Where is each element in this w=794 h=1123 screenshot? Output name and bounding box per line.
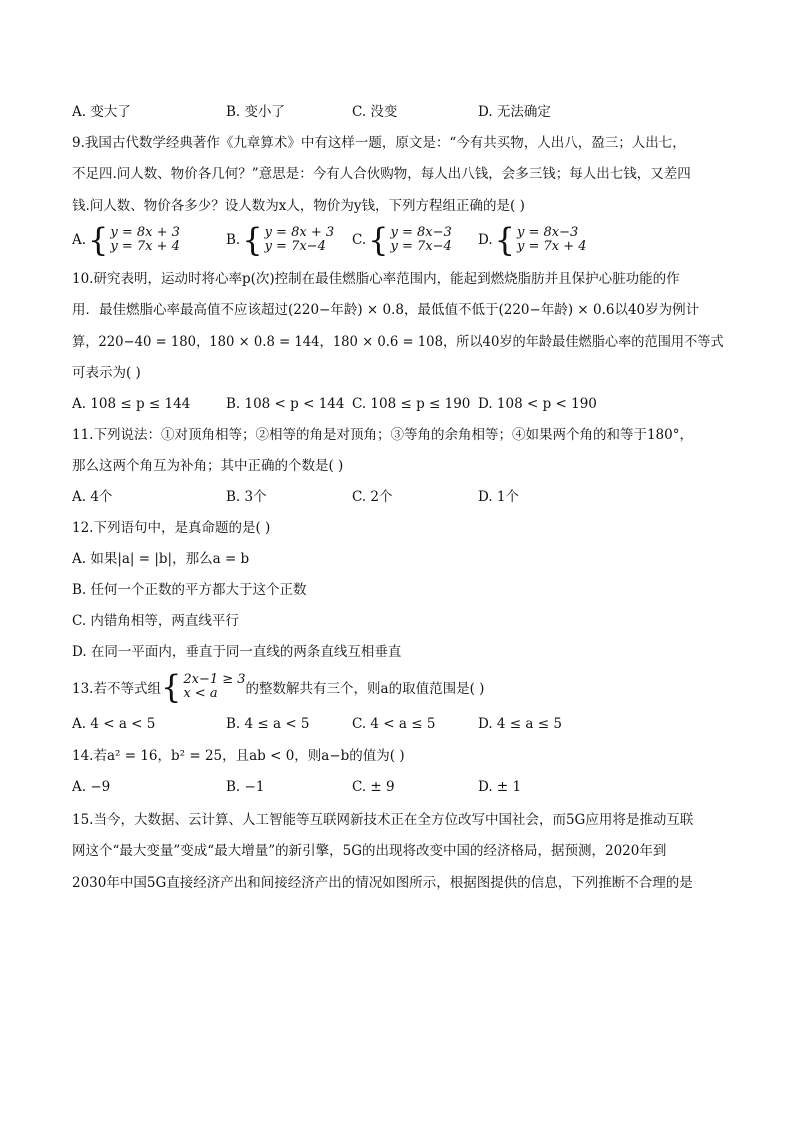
- q14-option-c: C. ± 9: [352, 779, 395, 795]
- q11-line-1: 11.下列说法：①对顶角相等；②相等的角是对顶角；③等角的余角相等；④如果两个角的和等于180°，: [72, 427, 693, 443]
- q8-option-b: B. 变小了: [226, 104, 286, 120]
- q9-option-d-label: D.: [478, 232, 493, 248]
- brace-icon: {: [88, 221, 109, 259]
- q9-option-a-eq2: y = 7x + 4: [110, 239, 180, 254]
- q9-option-c-eq2: y = 7x−4: [390, 239, 452, 254]
- q12-option-c: C. 内错角相等，两直线平行: [72, 613, 239, 629]
- q9-option-a: [72, 221, 180, 259]
- q9-line-1: 9.我国古代数学经典著作《九章算术》中有这样一题，原文是：“今有共买物，人出八，盈三；人出七，: [72, 135, 686, 151]
- q13-option-b: B. 4 ≤ a < 5: [226, 716, 310, 732]
- q11-option-c: C. 2个: [352, 489, 393, 505]
- q13-option-c: C. 4 < a ≤ 5: [352, 716, 436, 732]
- q14-stem: 14.若a² = 16，b² = 25，且ab < 0，则a−b的值为( ): [72, 748, 405, 764]
- q10-line-4: 可表示为( ): [72, 365, 141, 381]
- q8-option-a: A. 变大了: [72, 104, 131, 120]
- q9-option-c: [352, 221, 452, 259]
- q13-ineq-2: x < a: [183, 686, 218, 701]
- q12-stem: 12.下列语句中，是真命题的是( ): [72, 520, 271, 536]
- q13-ineq-1: 2x−1 ≥ 3: [183, 672, 246, 687]
- q13-lead: 13.若不等式组: [72, 681, 161, 697]
- q12-option-a: A. 如果|a| = |b|，那么a = b: [72, 551, 250, 567]
- q10-line-2: 用．最佳燃脂心率最高值不应该超过(220−年龄) × 0.8，最低值不低于(220−年龄) × 0.6以40岁为例计: [72, 302, 700, 318]
- q11-option-d: D. 1个: [478, 489, 520, 505]
- q9-option-c-label: C.: [352, 232, 367, 248]
- q10-option-b: B. 108 < p < 144: [226, 396, 345, 412]
- q14-option-b: B. −1: [226, 779, 265, 795]
- q15-line-3: 2030年中国5G直接经济产出和间接经济产出的情况如图所示，根据图提供的信息，下列推断不合理的是: [72, 875, 693, 891]
- q12-option-d: D. 在同一平面内，垂直于同一直线的两条直线互相垂直: [72, 644, 402, 660]
- brace-icon: {: [242, 221, 263, 259]
- q9-option-a-label: A.: [72, 232, 87, 248]
- q9-option-d: [478, 221, 587, 259]
- q13-tail: 的整数解共有三个，则a的取值范围是( ): [245, 681, 485, 697]
- q10-option-a: A. 108 ≤ p ≤ 144: [72, 396, 191, 412]
- q15-line-2: 网这个“最大变量”变成“最大增量”的新引擎，5G的出现将改变中国的经济格局，据预测，2020年到: [72, 843, 667, 859]
- q11-option-b: B. 3个: [226, 489, 267, 505]
- q9-line-3: 钱.问人数、物价各多少？设人数为x人，物价为y钱，下列方程组正确的是( ): [72, 198, 525, 214]
- q10-line-1: 10.研究表明，运动时将心率p(次)控制在最佳燃脂心率范围内，能起到燃烧脂肪并且保护心脏功能的作: [72, 271, 680, 287]
- q9-option-b-eq1: y = 8x + 3: [264, 225, 335, 240]
- q9-line-2: 不足四.问人数、物价各几何？”意思是：今有人合伙购物，每人出八钱，会多三钱；每人出七钱，又差四: [72, 166, 691, 182]
- q9-option-c-eq1: y = 8x−3: [390, 225, 452, 240]
- q8-option-d: D. 无法确定: [478, 104, 551, 120]
- q9-option-b-label: B.: [226, 232, 241, 248]
- q9-option-b: [226, 221, 335, 259]
- q14-option-d: D. ± 1: [478, 779, 522, 795]
- q9-option-a-eq1: y = 8x + 3: [110, 225, 180, 240]
- brace-icon: {: [494, 221, 515, 259]
- q11-option-a: A. 4个: [72, 489, 113, 505]
- q9-option-d-eq1: y = 8x−3: [517, 225, 579, 240]
- q10-option-c: C. 108 ≤ p ≤ 190: [352, 396, 471, 412]
- q11-line-2: 那么这两个角互为补角；其中正确的个数是( ): [72, 458, 344, 474]
- q13-stem: [72, 668, 485, 706]
- q12-option-b: B. 任何一个正数的平方都大于这个正数: [72, 582, 307, 598]
- q8-option-c: C. 没变: [352, 104, 398, 120]
- q13-option-d: D. 4 ≤ a ≤ 5: [478, 716, 562, 732]
- q13-option-a: A. 4 < a < 5: [72, 716, 156, 732]
- brace-icon: {: [368, 221, 389, 259]
- q9-option-b-eq2: y = 7x−4: [264, 239, 326, 254]
- q14-option-a: A. −9: [72, 779, 111, 795]
- q10-option-d: D. 108 < p < 190: [478, 396, 597, 412]
- q10-line-3: 算，220−40 = 180，180 × 0.8 = 144，180 × 0.6 = 108，所以40岁的年龄最佳燃脂心率的范围用不等式: [72, 334, 724, 350]
- q15-line-1: 15.当今，大数据、云计算、人工智能等互联网新技术正在全方位改写中国社会，而5G应用将是推动互联: [72, 812, 694, 828]
- q9-option-d-eq2: y = 7x + 4: [517, 239, 587, 254]
- brace-icon: {: [160, 668, 182, 706]
